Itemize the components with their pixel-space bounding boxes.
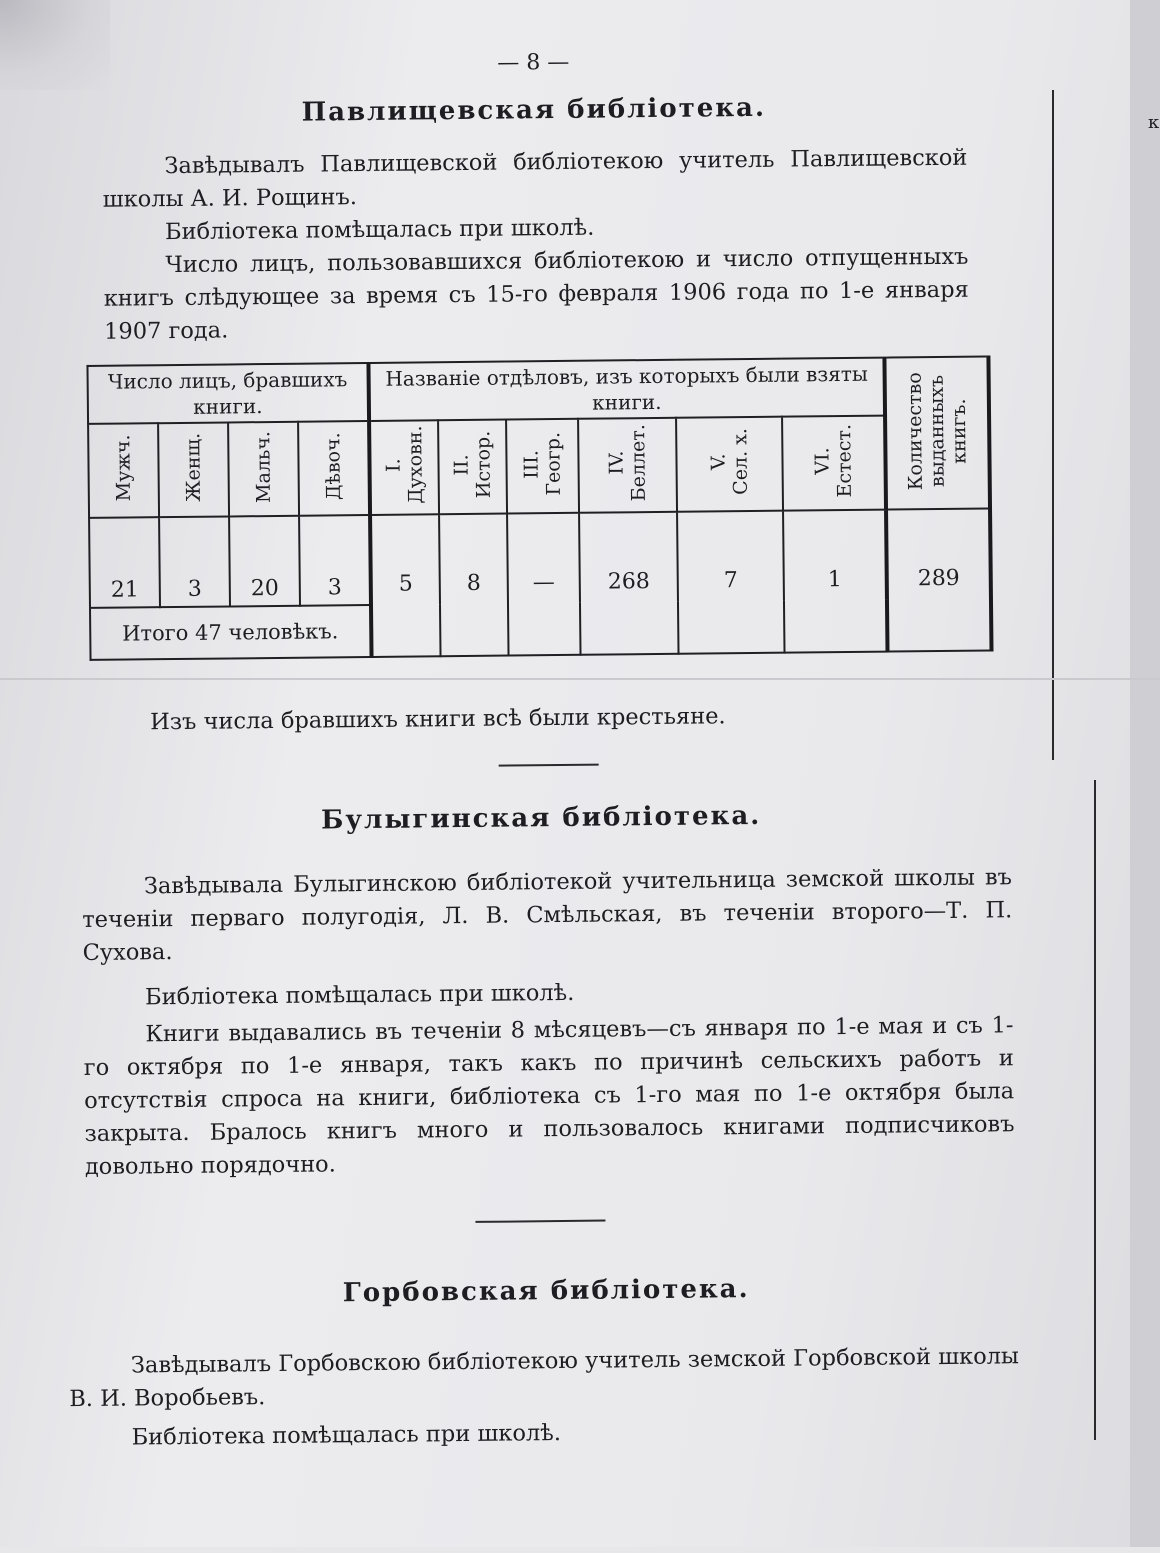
readers-value-cell: 3 bbox=[299, 515, 371, 606]
section-value-cell: 268 bbox=[579, 512, 678, 655]
readers-value-cell: 21 bbox=[89, 517, 160, 608]
total-books-header bbox=[884, 356, 990, 509]
paragraph: Завѣдывала Булыгинскою библіотекой учительница земской школы въ теченіи перваго полугодія, Л. В. Смѣльская, въ теченіи второго—Т. П. Сухова. bbox=[82, 864, 1013, 967]
section-title: Павлищевская библіотека. bbox=[301, 92, 767, 128]
total-people-cell: Итого 47 человѣкъ. bbox=[90, 605, 372, 660]
paragraph: Изъ числа бравшихъ книги всѣ были крестьяне. bbox=[150, 703, 726, 736]
total-books-value: 289 bbox=[886, 508, 991, 651]
section-title: Булыгинская библіотека. bbox=[321, 800, 762, 836]
paragraph: Завѣдывалъ Горбовскою библіотекою учитель земской Горбовской школы В. И. Воробьевъ. bbox=[69, 1343, 1020, 1413]
section-col-header: V. Сел. х. bbox=[676, 417, 783, 512]
section-value-cell: — bbox=[507, 513, 580, 656]
section-value-cell: 8 bbox=[439, 514, 508, 657]
section-value-cell: 7 bbox=[677, 511, 784, 654]
section-col-header: IV. Беллет. bbox=[578, 418, 677, 513]
readers-col-header: Мальч. bbox=[228, 422, 299, 517]
page-number: — 8 — bbox=[497, 49, 570, 76]
section-col-header: III. Геогр. bbox=[506, 419, 579, 514]
total-books-header-label: Количество выданныхъ книгъ. bbox=[903, 371, 971, 490]
readers-col-header: Дѣвоч. bbox=[298, 421, 370, 516]
paragraph: Завѣдывалъ Павлищевской библіотекою учитель Павлищевской школы А. И. Рощинъ. bbox=[102, 144, 968, 213]
section-divider bbox=[499, 764, 599, 767]
section-col-header: II. Истор. bbox=[438, 420, 507, 515]
library-stats-table bbox=[86, 355, 993, 660]
section-value-cell: 1 bbox=[783, 510, 887, 653]
section-divider bbox=[475, 1220, 605, 1223]
section-title: Горбовская библіотека. bbox=[342, 1274, 750, 1309]
paragraph: Библіотека помѣщалась при школѣ. bbox=[164, 214, 595, 246]
section-col-header: I. Духовн. bbox=[369, 420, 439, 515]
section-col-header: VI. Естест. bbox=[782, 416, 886, 511]
paragraph: Библіотека помѣщалась при школѣ. bbox=[144, 979, 575, 1011]
paragraph: Библіотека помѣщалась при школѣ. bbox=[131, 1420, 562, 1451]
readers-value-cell: 3 bbox=[159, 516, 230, 607]
sections-group-header: Названіе отдѣловъ, изъ которыхъ были взяты книги. bbox=[368, 358, 885, 421]
readers-col-header: Женщ. bbox=[158, 422, 229, 517]
adjacent-page-fragment: к bbox=[1148, 112, 1160, 133]
readers-value-cell: 20 bbox=[229, 516, 300, 607]
section-value-cell: 5 bbox=[370, 514, 440, 657]
readers-group-header: Число лицъ, бравшихъ книги. bbox=[87, 363, 369, 424]
paragraph: Число лицъ, пользовавшихся библіотекою и число отпущенныхъ книгъ слѣдующее за время съ 15-го февраля 1906 года по 1-е января 1907 года. bbox=[103, 243, 969, 345]
paragraph: Книги выдавались въ теченіи 8 мѣсяцевъ—съ января по 1-е мая и съ 1-го октября по 1-е января, такъ какъ по причинѣ сельскихъ работъ и отсутствія спроса на книги, библіотека съ 1-го мая по 1-е октября была закрыта. Бралось книгъ много и пользовалось книгами подписчиковъ довольно порядочно. bbox=[83, 1012, 1015, 1181]
readers-col-header: Мужч. bbox=[88, 423, 159, 518]
